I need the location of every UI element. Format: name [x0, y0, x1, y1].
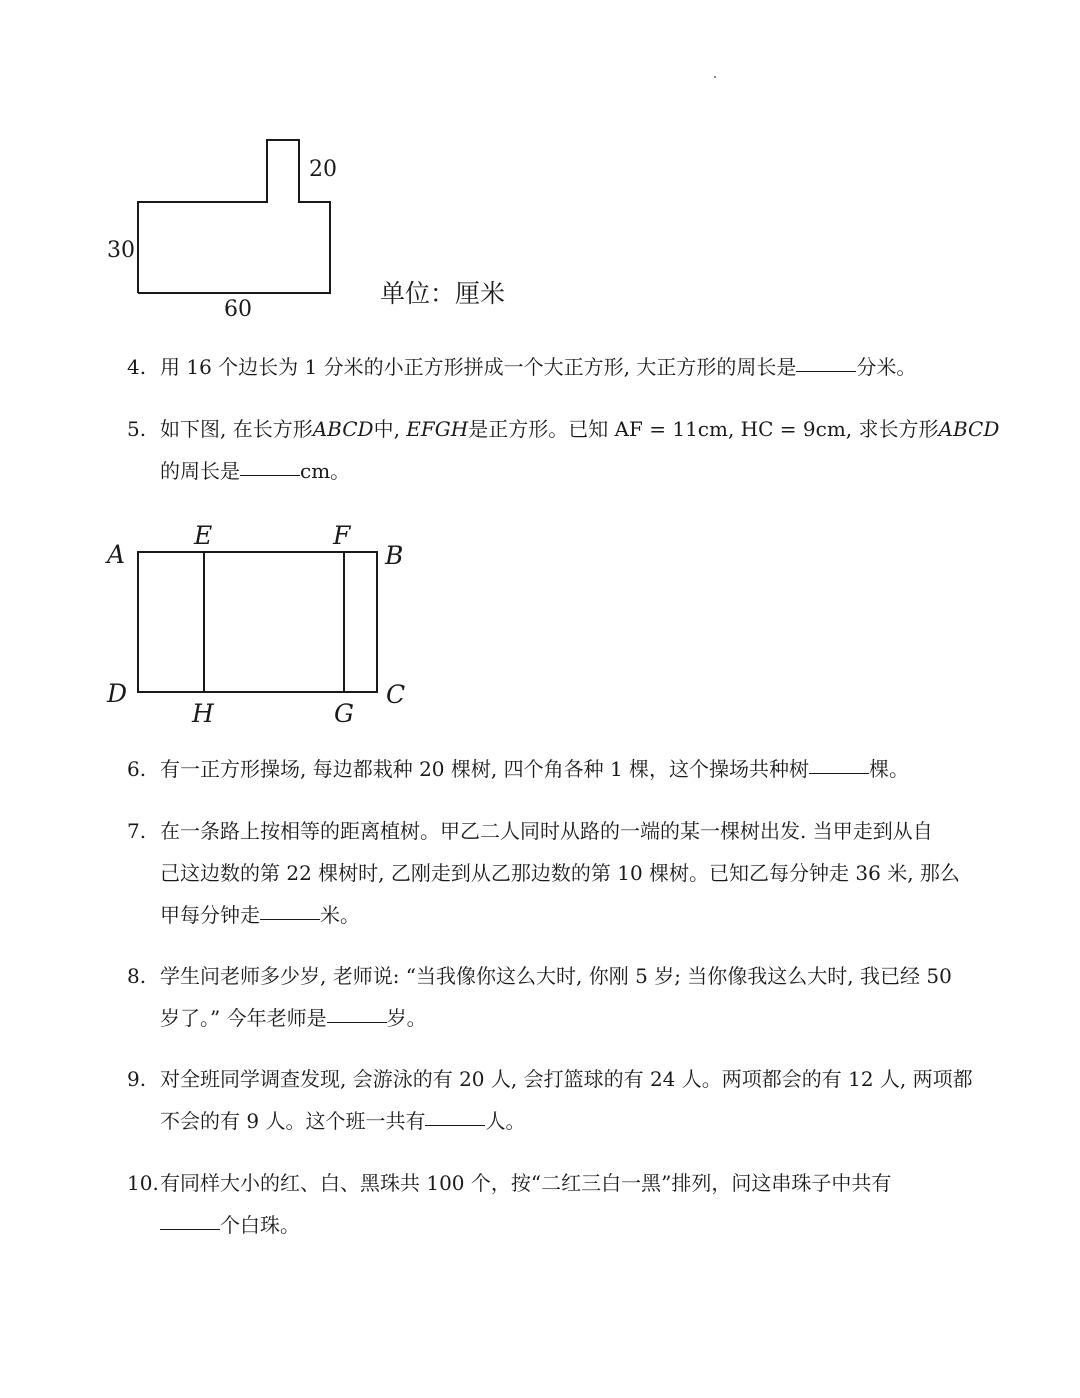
question-5: 5. 如下图, 在长方形ABCD中, EFGH是正方形。已知 AF = 11cm, HC = 9cm, 求长方形ABCD 的周长是 cm。 — [127, 408, 999, 492]
answer-blank[interactable] — [240, 474, 300, 476]
vertex-b-label: B — [385, 541, 404, 570]
figure-rectangle-abcd — [100, 520, 430, 740]
question-number: 7. — [127, 819, 147, 843]
composite-shape-outline — [138, 140, 330, 293]
vertex-e-label: E — [194, 521, 213, 550]
answer-blank[interactable] — [809, 772, 869, 774]
vertex-c-label: C — [386, 680, 406, 709]
question-number: 10. — [127, 1171, 159, 1195]
question-number: 4. — [127, 355, 147, 379]
question-9: 9. 对全班同学调查发现, 会游泳的有 20 人, 会打篮球的有 24 人。两项都会的有 12 人, 两项都 不会的有 9 人。这个班一共有 人。 — [127, 1058, 973, 1142]
vertex-a-label: A — [107, 540, 126, 569]
question-number: 9. — [127, 1067, 147, 1091]
scan-speck — [714, 76, 716, 78]
question-number: 8. — [127, 964, 147, 988]
vertex-g-label: G — [334, 699, 354, 728]
answer-blank[interactable] — [260, 918, 320, 920]
rectangle-outline — [138, 552, 377, 692]
figure1-unit-label: 单位：厘米 — [380, 279, 506, 308]
question-7: 7. 在一条路上按相等的距离植树。甲乙二人同时从路的一端的某一棵树出发. 当甲走到从自 己这边数的第 22 棵树时, 乙刚走到从乙那边数的第 10 棵树。已知乙每分钟走 36 米, 那么 甲每分钟走 米。 — [127, 810, 960, 936]
vertex-h-label: H — [192, 699, 214, 728]
answer-blank[interactable] — [160, 1228, 220, 1230]
question-8: 8. 学生问老师多少岁, 老师说: “当我像你这么大时, 你刚 5 岁; 当你像我这么大时, 我已经 50 岁了。” 今年老师是 岁。 — [127, 955, 952, 1039]
figure1-label-20: 20 — [309, 157, 337, 182]
figure1-label-60: 60 — [224, 297, 252, 322]
vertex-d-label: D — [107, 679, 128, 708]
figure1-label-30: 30 — [107, 238, 135, 263]
answer-blank[interactable] — [425, 1124, 485, 1126]
question-number: 5. — [127, 417, 147, 441]
question-4: 4. 用 16 个边长为 1 分米的小正方形拼成一个大正方形, 大正方形的周长是 分米。 — [127, 346, 916, 388]
answer-blank[interactable] — [327, 1021, 387, 1023]
question-10: 10.有同样大小的红、白、黑珠共 100 个，按“二红三白一黑”排列，问这串珠子中共有 个白珠。 — [127, 1162, 891, 1246]
question-6: 6. 有一正方形操场, 每边都栽种 20 棵树, 四个角各种 1 棵，这个操场共种树 棵。 — [127, 748, 909, 790]
question-number: 6. — [127, 757, 147, 781]
answer-blank[interactable] — [796, 370, 856, 372]
vertex-f-label: F — [333, 521, 351, 550]
